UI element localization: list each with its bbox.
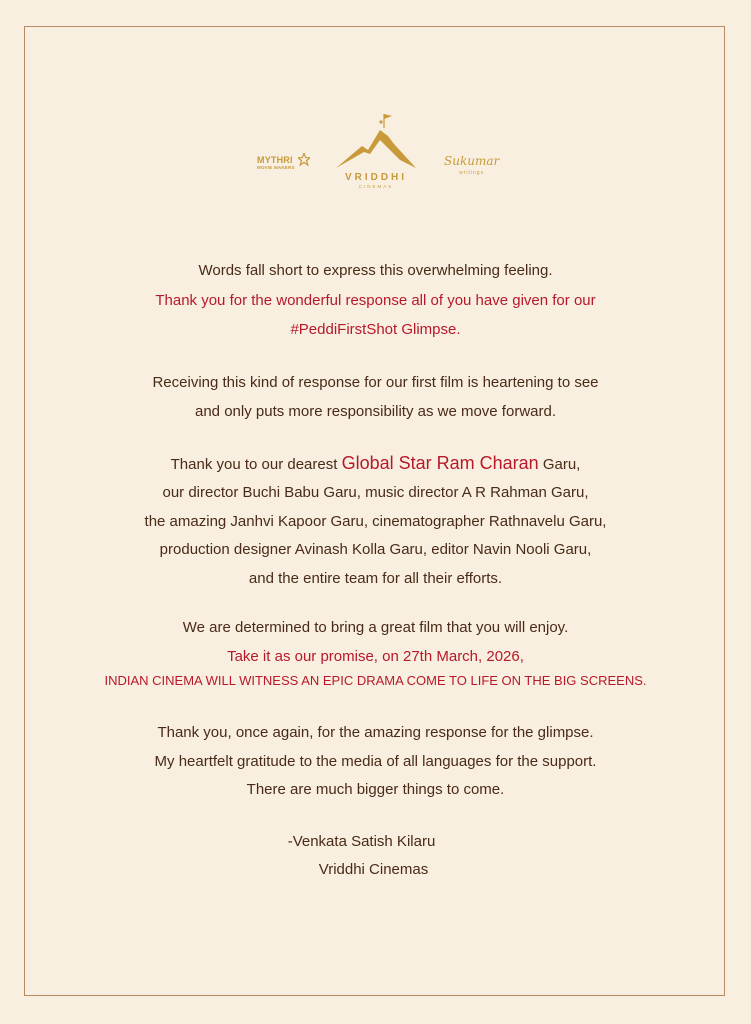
letter-line: Thank you for the wonderful response all of you have given for our xyxy=(155,292,596,309)
highlight-name: Global Star Ram Charan xyxy=(341,453,539,473)
sukumar-logo-text: Sukumar xyxy=(444,154,500,168)
vriddhi-logo-text: VRIDDHI xyxy=(344,172,408,183)
logo-row xyxy=(0,110,751,190)
letter-line: Take it as our promise, on 27th March, 2026, xyxy=(227,648,524,665)
letter-line: our director Buchi Babu Garu, music director A R Rahman Garu, xyxy=(162,484,589,501)
signature-company: Vriddhi Cinemas xyxy=(318,861,429,878)
letter-line: There are much bigger things to come. xyxy=(246,781,505,798)
mythri-logo-subtext: MOVIE MAKERS xyxy=(257,165,295,170)
letter-line: Receiving this kind of response for our first film is heartening to see xyxy=(152,374,599,391)
letter-line-thanks xyxy=(0,453,751,474)
letter-line: INDIAN CINEMA WILL WITNESS AN EPIC DRAMA COME TO LIFE ON THE BIG SCREENS. xyxy=(104,673,647,688)
letter-line: My heartfelt gratitude to the media of all languages for the support. xyxy=(154,753,597,770)
letter-line: Thank you, once again, for the amazing response for the glimpse. xyxy=(157,724,594,741)
sukumar-logo-subtext: writings xyxy=(459,170,485,176)
letter-line: We are determined to bring a great film that you will enjoy. xyxy=(182,619,569,636)
signature-name: -Venkata Satish Kilaru xyxy=(287,833,436,850)
letter-line: and the entire team for all their efforts. xyxy=(248,570,503,587)
letter-line: Words fall short to express this overwhelming feeling. xyxy=(198,262,553,279)
mythri-logo xyxy=(257,156,295,171)
sukumar-logo xyxy=(444,154,499,176)
mythri-logo-text: MYTHRI xyxy=(257,155,293,165)
mountain-flag-icon xyxy=(336,110,416,170)
thanks-post: Garu, xyxy=(538,456,581,473)
letter-line: the amazing Janhvi Kapoor Garu, cinematographer Rathnavelu Garu, xyxy=(144,513,607,530)
letter-line: production designer Avinash Kolla Garu, editor Navin Nooli Garu, xyxy=(159,541,592,558)
letter-line: #PeddiFirstShot Glimpse. xyxy=(290,321,461,338)
star-icon xyxy=(298,153,310,167)
vriddhi-logo-subtext: CINEMAS xyxy=(358,184,394,189)
thanks-pre: Thank you to our dearest xyxy=(170,456,342,473)
vriddhi-logo xyxy=(330,110,422,189)
letter-line: and only puts more responsibility as we move forward. xyxy=(195,403,556,420)
